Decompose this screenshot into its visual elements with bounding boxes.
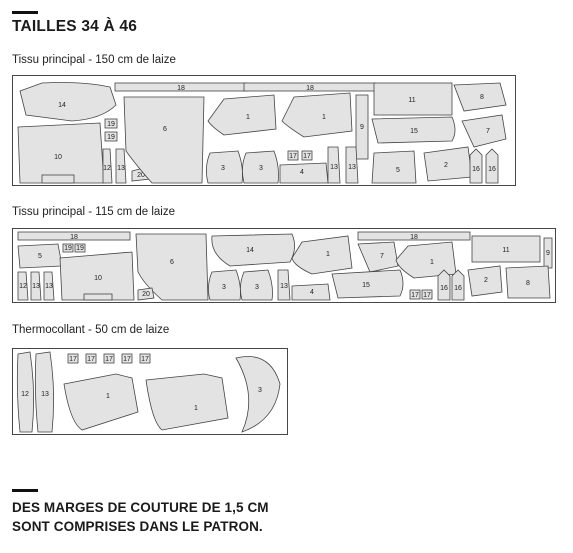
svg-text:1: 1: [326, 251, 330, 258]
svg-text:7: 7: [486, 128, 490, 135]
svg-text:13: 13: [280, 283, 288, 290]
svg-text:4: 4: [310, 289, 314, 296]
piece-10: [18, 123, 104, 183]
svg-text:18: 18: [410, 234, 418, 241]
svg-text:7: 7: [380, 253, 384, 260]
svg-text:9: 9: [546, 250, 550, 257]
svg-text:20: 20: [137, 172, 145, 179]
svg-text:10: 10: [94, 275, 102, 282]
svg-text:4: 4: [300, 169, 304, 176]
svg-text:8: 8: [526, 280, 530, 287]
svg-text:18: 18: [177, 85, 185, 92]
fold-notch: [42, 175, 74, 183]
svg-text:17: 17: [423, 292, 431, 299]
svg-text:9: 9: [360, 124, 364, 131]
svg-text:3: 3: [222, 284, 226, 291]
svg-text:19: 19: [107, 134, 115, 141]
svg-text:8: 8: [480, 94, 484, 101]
svg-text:13: 13: [45, 283, 53, 290]
svg-text:6: 6: [170, 259, 174, 266]
header-accent-bar: [12, 11, 38, 14]
seam-allowance-line-2: SONT COMPRISES DANS LE PATRON.: [12, 519, 263, 534]
svg-text:1: 1: [430, 259, 434, 266]
svg-text:13: 13: [330, 164, 338, 171]
svg-text:17: 17: [87, 356, 95, 363]
svg-text:17: 17: [303, 153, 311, 160]
svg-text:17: 17: [289, 153, 297, 160]
svg-text:17: 17: [69, 356, 77, 363]
svg-text:12: 12: [19, 283, 27, 290]
svg-text:18: 18: [70, 234, 78, 241]
piece-label: 14: [58, 102, 66, 109]
svg-text:15: 15: [362, 282, 370, 289]
svg-text:19: 19: [64, 245, 72, 252]
piece-2: [424, 147, 472, 181]
cutting-layout-50: [12, 348, 288, 436]
cutting-layout-115: [12, 228, 556, 304]
svg-text:14: 14: [246, 247, 254, 254]
svg-text:17: 17: [411, 292, 419, 299]
svg-text:3: 3: [221, 165, 225, 172]
svg-text:5: 5: [396, 167, 400, 174]
seam-allowance-line-1: DES MARGES DE COUTURE DE 1,5 CM: [12, 500, 269, 515]
svg-text:19: 19: [107, 121, 115, 128]
seam-allowance-note: [12, 498, 269, 536]
svg-text:3: 3: [258, 387, 262, 394]
svg-text:2: 2: [444, 162, 448, 169]
svg-text:17: 17: [123, 356, 131, 363]
svg-text:15: 15: [410, 128, 418, 135]
svg-text:16: 16: [440, 285, 448, 292]
svg-text:1: 1: [322, 114, 326, 121]
page-title: TAILLES 34 À 46: [12, 18, 138, 35]
svg-text:13: 13: [117, 165, 125, 172]
layout-label-50: Thermocollant - 50 cm de laize: [12, 324, 170, 336]
svg-text:6: 6: [163, 126, 167, 133]
footer-accent-bar: [12, 489, 38, 492]
svg-text:3: 3: [259, 165, 263, 172]
svg-text:1: 1: [246, 114, 250, 121]
svg-text:13: 13: [41, 391, 49, 398]
svg-text:16: 16: [488, 166, 496, 173]
svg-text:13: 13: [32, 283, 40, 290]
svg-text:5: 5: [38, 253, 42, 260]
svg-text:10: 10: [54, 154, 62, 161]
layout-label-150: Tissu principal - 150 cm de laize: [12, 54, 176, 66]
svg-text:11: 11: [408, 97, 416, 104]
svg-text:18: 18: [306, 85, 314, 92]
layout-label-115: Tissu principal - 115 cm de laize: [12, 206, 175, 218]
piece-5: [372, 151, 416, 183]
svg-text:1: 1: [194, 405, 198, 412]
svg-text:16: 16: [454, 285, 462, 292]
svg-text:13: 13: [348, 164, 356, 171]
svg-text:12: 12: [21, 391, 29, 398]
svg-text:17: 17: [105, 356, 113, 363]
svg-text:16: 16: [472, 166, 480, 173]
svg-text:11: 11: [502, 247, 510, 254]
svg-text:1: 1: [106, 393, 110, 400]
svg-text:20: 20: [142, 291, 150, 298]
svg-text:12: 12: [103, 165, 111, 172]
cutting-layout-150: [12, 75, 516, 187]
fold-notch: [84, 294, 112, 300]
svg-text:19: 19: [76, 245, 84, 252]
svg-text:3: 3: [255, 284, 259, 291]
piece-4: [280, 163, 328, 183]
svg-text:17: 17: [141, 356, 149, 363]
svg-text:2: 2: [484, 277, 488, 284]
